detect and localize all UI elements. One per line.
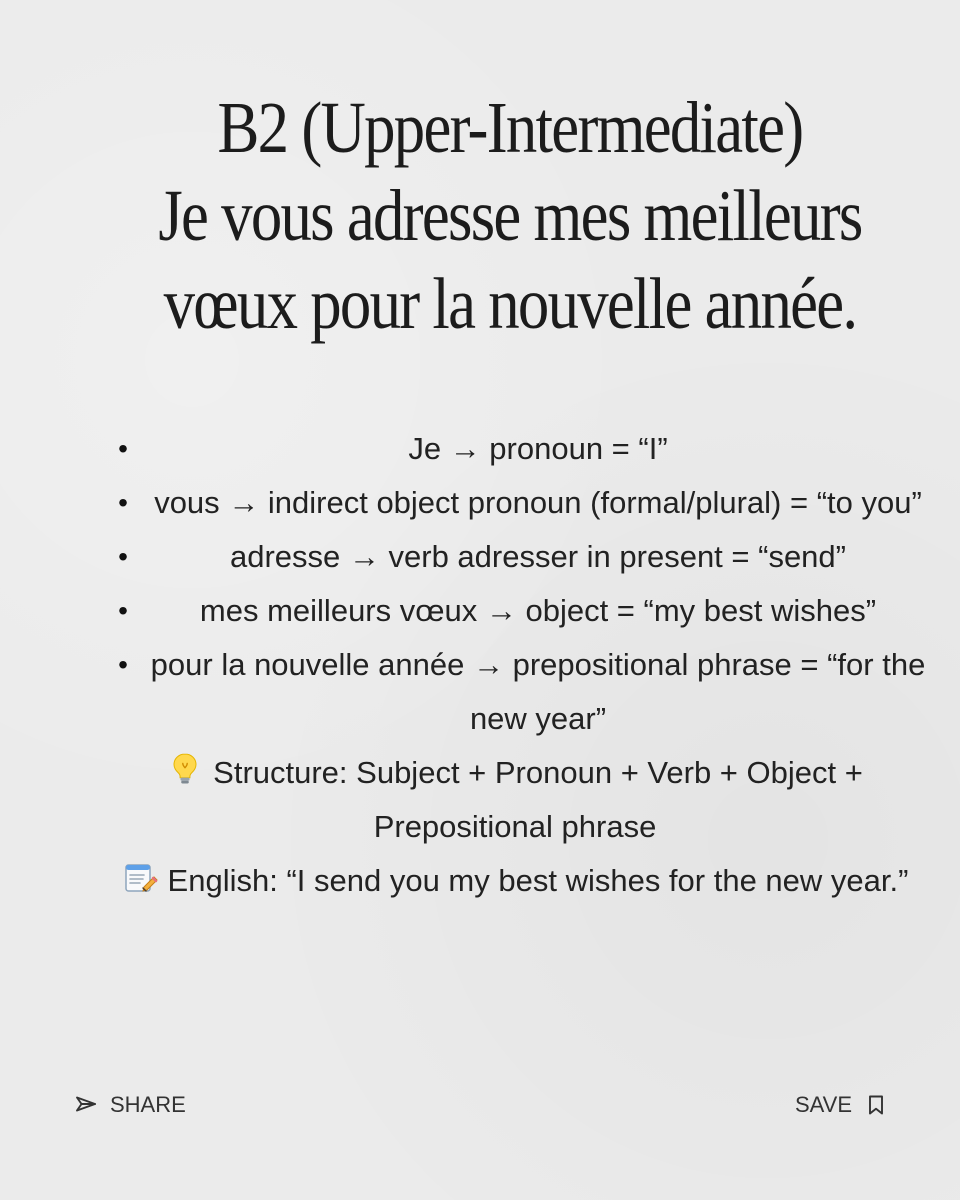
bullet-icon: • [118,595,128,626]
title-line-2: Je vous adresse mes meilleurs [158,175,862,256]
structure-note [100,746,930,854]
bullet-icon: • [118,433,128,464]
bullet-item-2 [100,476,930,530]
bullet-item-5 [100,638,930,746]
bullet-item-4 [100,584,930,638]
structure-text: Structure: Subject + Pronoun + Verb + Object + Prepositional phrase [213,755,863,844]
bullet-icon: • [118,649,128,680]
title-line-3: vœux pour la nouvelle année. [163,263,857,344]
bullet-item-3 [100,530,930,584]
save-button[interactable] [795,1088,888,1122]
bullet-text-5: pour la nouvelle année → prepositional phrase = “for the new year” [150,647,926,736]
lesson-content [100,422,930,908]
title-line-1: B2 (Upper-Intermediate) [217,87,803,168]
bullet-text-3: adresse → verb adresser in present = “send” [230,539,846,574]
bullet-item-1 [100,422,930,476]
bullet-icon: • [118,487,128,518]
memo-icon [122,858,158,894]
share-label: SHARE [110,1092,186,1117]
page-title [157,84,862,348]
light-bulb-icon [167,750,203,786]
bookmark-icon [864,1093,888,1117]
bullet-text-1: Je → pronoun = “I” [408,431,668,466]
bullet-text-4: mes meilleurs vœux → object = “my best wishes” [199,593,877,628]
bullet-icon: • [118,541,128,572]
footer-actions [74,1088,888,1122]
save-label: SAVE [794,1092,852,1117]
send-icon [74,1093,98,1117]
english-text: English: “I send you my best wishes for the new year.” [167,863,909,898]
bullet-text-2: vous → indirect object pronoun (formal/plural) = “to you” [154,485,922,520]
share-button[interactable] [74,1088,186,1122]
english-note [100,854,930,908]
